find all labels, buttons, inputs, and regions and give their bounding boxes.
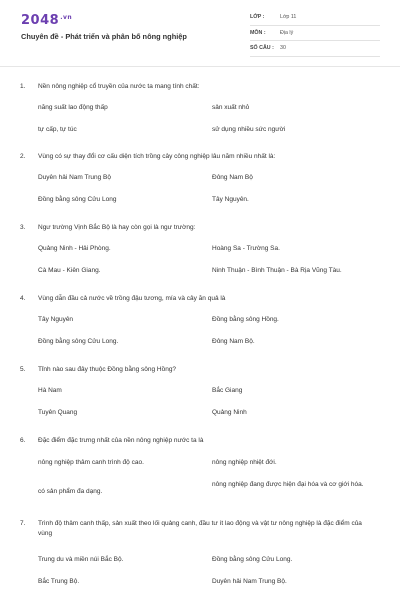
meta-row-count xyxy=(250,41,380,57)
meta-key: SỐ CÂU : xyxy=(250,45,274,52)
page-header xyxy=(0,0,400,64)
question-text: Ngư trường Vịnh Bắc Bộ là hay còn gọi là ngư trường: xyxy=(38,224,196,231)
option-c[interactable]: có sản phẩm đa dạng. xyxy=(38,488,103,495)
question-6 xyxy=(0,436,400,446)
question-number: 3. xyxy=(20,224,26,231)
question-text: Nền nông nghiệp cổ truyền của nước ta mang tính chất: xyxy=(38,83,200,90)
question-number: 6. xyxy=(20,437,26,444)
question-number: 1. xyxy=(20,83,26,90)
meta-row-subject xyxy=(250,26,380,42)
question-text: Đặc điểm đặc trưng nhất của nền nông nghiệp nước ta là xyxy=(38,437,204,444)
header-divider xyxy=(0,66,400,67)
option-d[interactable]: Quảng Ninh xyxy=(212,409,247,416)
option-d[interactable]: Tây Nguyên. xyxy=(212,196,249,203)
option-d[interactable]: sử dụng nhiều sức người xyxy=(212,126,286,133)
question-1 xyxy=(0,82,400,92)
option-d[interactable]: Ninh Thuận - Bình Thuận - Bà Rịa Vũng Tàu. xyxy=(212,267,342,274)
question-number: 2. xyxy=(20,153,26,160)
meta-table xyxy=(250,10,380,57)
option-d[interactable]: nông nghiệp đang được hiện đại hóa và cơ giới hóa. xyxy=(212,481,364,488)
document-title: Chuyên đề - Phát triển và phân bố nông nghiệp xyxy=(21,32,187,41)
meta-value: Lớp 11 xyxy=(280,14,297,21)
option-c[interactable]: Đồng bằng sông Cửu Long. xyxy=(38,338,119,345)
logo-main: 2048 xyxy=(21,13,60,28)
option-b[interactable]: Đồng bằng sông Cửu Long. xyxy=(212,556,293,563)
meta-key: MÔN : xyxy=(250,29,266,36)
logo-suffix: .vn xyxy=(60,13,73,21)
question-text: Tỉnh nào sau đây thuộc Đồng bằng sông Hồng? xyxy=(38,366,177,373)
option-d[interactable]: Đông Nam Bộ. xyxy=(212,338,255,345)
question-number: 5. xyxy=(20,366,26,373)
option-c[interactable]: Bắc Trung Bộ. xyxy=(38,578,80,585)
option-d[interactable]: Duyên hải Nam Trung Bộ. xyxy=(212,578,287,585)
meta-value: Địa lý xyxy=(280,29,294,36)
site-logo[interactable] xyxy=(21,13,72,28)
option-b[interactable]: nông nghiệp nhiệt đới. xyxy=(212,459,277,466)
meta-key: LỚP : xyxy=(250,14,265,21)
option-c[interactable]: tự cấp, tự túc xyxy=(38,126,77,133)
option-b[interactable]: Đông Nam Bộ xyxy=(212,174,253,181)
meta-value: 30 xyxy=(280,45,286,52)
question-text: Vùng dẫn đầu cả nước về trồng đậu tương, mía và cây ăn quả là xyxy=(38,295,226,302)
question-3 xyxy=(0,223,400,233)
question-number: 4. xyxy=(20,295,26,302)
option-c[interactable]: Tuyên Quang xyxy=(38,409,78,416)
option-c[interactable]: Cà Mau - Kiên Giang. xyxy=(38,267,101,274)
option-b[interactable]: Bắc Giang xyxy=(212,387,243,394)
question-text: Vùng có sự thay đổi cơ cấu diện tích trồng cây công nghiệp lâu năm nhiều nhất là: xyxy=(38,153,276,160)
option-a[interactable]: năng suất lao động thấp xyxy=(38,104,108,111)
option-b[interactable]: Đồng bằng sông Hồng. xyxy=(212,316,279,323)
question-5 xyxy=(0,365,400,375)
question-4 xyxy=(0,294,400,304)
option-a[interactable]: Trung du và miền núi Bắc Bộ. xyxy=(38,556,124,563)
option-a[interactable]: nông nghiệp thâm canh trình độ cao. xyxy=(38,459,144,466)
question-number: 7. xyxy=(20,520,26,527)
question-7 xyxy=(0,519,400,538)
option-a[interactable]: Hà Nam xyxy=(38,387,62,394)
option-b[interactable]: sản xuất nhỏ xyxy=(212,104,250,111)
question-2 xyxy=(0,152,400,162)
meta-row-class xyxy=(250,10,380,26)
option-a[interactable]: Duyên hải Nam Trung Bộ xyxy=(38,174,111,181)
option-b[interactable]: Hoàng Sa - Trường Sa. xyxy=(212,245,280,252)
question-text: Trình độ thâm canh thấp, sản xuất theo lối quảng canh, đầu tư ít lao động và vật tư nông nghiệp là đặc điểm của vùng xyxy=(38,520,362,537)
option-c[interactable]: Đồng bằng sông Cửu Long xyxy=(38,196,117,203)
option-a[interactable]: Quảng Ninh - Hải Phòng. xyxy=(38,245,111,252)
option-a[interactable]: Tây Nguyên xyxy=(38,316,74,323)
